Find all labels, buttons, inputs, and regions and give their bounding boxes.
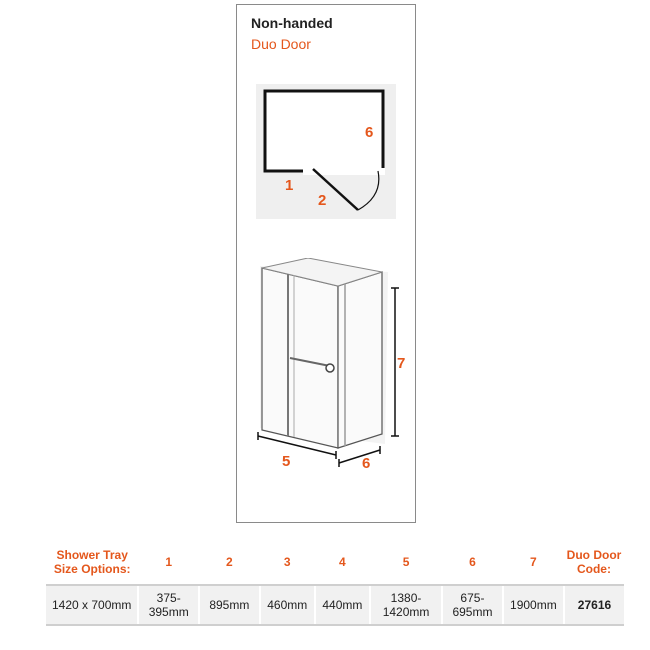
iso-label-6: 6	[362, 455, 371, 472]
header-duo-door-code: Duo Door Code:	[566, 548, 622, 576]
header-2: 2	[225, 555, 233, 569]
enclosure-3d-diagram	[248, 258, 413, 473]
door-handle-knob	[326, 364, 334, 372]
header-5: 5	[402, 555, 410, 569]
header-4: 4	[339, 555, 346, 569]
iso-label-5: 5	[282, 453, 291, 470]
cell-tray-size: 1420 x 700mm	[46, 585, 138, 625]
plan-label-6: 6	[365, 124, 374, 141]
plan-label-2: 2	[318, 192, 327, 209]
table-row	[46, 585, 624, 625]
cell-1: 375-395mm	[138, 585, 199, 625]
specs-table	[46, 540, 624, 626]
header-tray-size: Shower Tray Size Options:	[53, 548, 131, 576]
cell-5: 1380-1420mm	[370, 585, 442, 625]
cell-6: 675-695mm	[442, 585, 503, 625]
header-7: 7	[530, 555, 537, 569]
front-panel	[262, 268, 338, 448]
plan-view-diagram	[256, 84, 396, 219]
header-6: 6	[469, 555, 476, 569]
iso-label-7: 7	[397, 355, 406, 372]
diagram-subtitle: Duo Door	[251, 36, 311, 52]
depth-dim-line	[339, 450, 380, 463]
cell-duo-door-code: 27616	[564, 585, 624, 625]
cell-3: 460mm	[260, 585, 315, 625]
cell-2: 895mm	[199, 585, 260, 625]
cell-7: 1900mm	[503, 585, 564, 625]
header-3: 3	[283, 555, 291, 569]
cell-4: 440mm	[315, 585, 370, 625]
header-1: 1	[165, 555, 173, 569]
diagram-title: Non-handed	[251, 15, 333, 31]
specs-header-row	[46, 540, 624, 585]
plan-label-1: 1	[285, 177, 294, 194]
